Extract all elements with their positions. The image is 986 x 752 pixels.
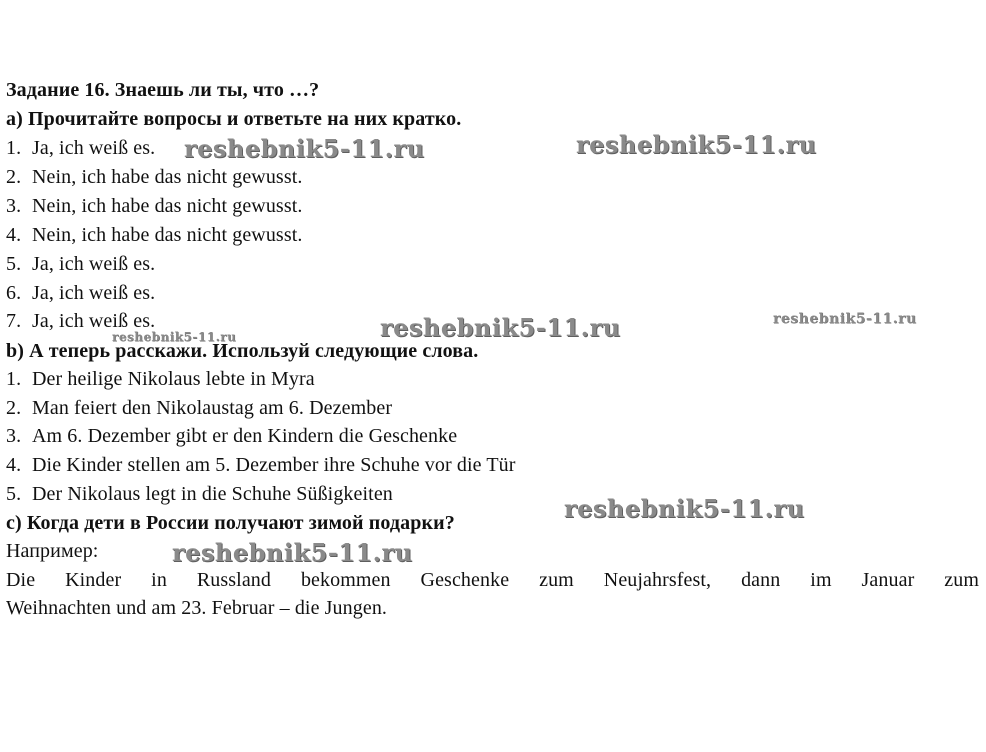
item-text: Nein, ich habe das nicht gewusst. — [32, 166, 303, 188]
answer-item — [6, 223, 302, 247]
item-number: 5. — [6, 253, 22, 275]
item-number: 4. — [6, 454, 22, 476]
answer-item — [6, 194, 302, 218]
item-text: Die Kinder stellen am 5. Dezember ihre Schuhe vor die Tür — [32, 454, 516, 476]
story-item — [6, 367, 315, 391]
item-number: 5. — [6, 483, 22, 505]
item-text: Der Nikolaus legt in die Schuhe Süßigkeiten — [32, 483, 393, 505]
item-text: Nein, ich habe das nicht gewusst. — [32, 195, 303, 217]
part-a-heading: a) Прочитайте вопросы и ответьте на них кратко. — [6, 108, 462, 130]
watermark: reshebnik5-11.ru — [380, 313, 621, 342]
item-text: Nein, ich habe das nicht gewusst. — [32, 224, 303, 246]
item-number: 3. — [6, 195, 22, 217]
item-text: Am 6. Dezember gibt er den Kindern die Geschenke — [32, 425, 458, 447]
part-b-heading: b) А теперь расскажи. Используй следующие слова. — [6, 340, 479, 362]
item-number: 2. — [6, 166, 22, 188]
item-number: 4. — [6, 224, 22, 246]
watermark: reshebnik5-11.ru — [564, 494, 805, 523]
item-number: 6. — [6, 282, 22, 304]
item-text: Der heilige Nikolaus lebte in Myra — [32, 368, 315, 390]
item-number: 7. — [6, 310, 22, 332]
watermark: reshebnik5-11.ru — [184, 134, 425, 163]
answer-item — [6, 165, 302, 189]
example-label: Например: — [6, 540, 99, 562]
watermark: reshebnik5-11.ru — [112, 330, 237, 344]
part-c-heading: c) Когда дети в России получают зимой подарки? — [6, 512, 455, 534]
item-text: Ja, ich weiß es. — [32, 137, 156, 159]
answer-paragraph-line-1: Die Kinder in Russland bekommen Geschenke zum Neujahrsfest, dann im Januar zum — [6, 569, 979, 591]
story-item — [6, 396, 392, 420]
task-title: Задание 16. Знаешь ли ты, что …? — [6, 79, 320, 101]
item-number: 1. — [6, 368, 22, 390]
answer-item — [6, 136, 155, 160]
item-number: 1. — [6, 137, 22, 159]
story-item — [6, 453, 516, 477]
story-item — [6, 424, 457, 448]
answer-item — [6, 252, 155, 276]
item-text: Ja, ich weiß es. — [32, 253, 156, 275]
item-number: 3. — [6, 425, 22, 447]
watermark: reshebnik5-11.ru — [172, 538, 413, 567]
story-item — [6, 482, 393, 506]
watermark: reshebnik5-11.ru — [773, 311, 917, 327]
item-number: 2. — [6, 397, 22, 419]
answer-item — [6, 281, 155, 305]
item-text: Ja, ich weiß es. — [32, 310, 156, 332]
item-text: Ja, ich weiß es. — [32, 282, 156, 304]
item-text: Man feiert den Nikolaustag am 6. Dezember — [32, 397, 393, 419]
answer-paragraph-line-2: Weihnachten und am 23. Februar – die Jungen. — [6, 597, 388, 619]
watermark: reshebnik5-11.ru — [576, 130, 817, 159]
